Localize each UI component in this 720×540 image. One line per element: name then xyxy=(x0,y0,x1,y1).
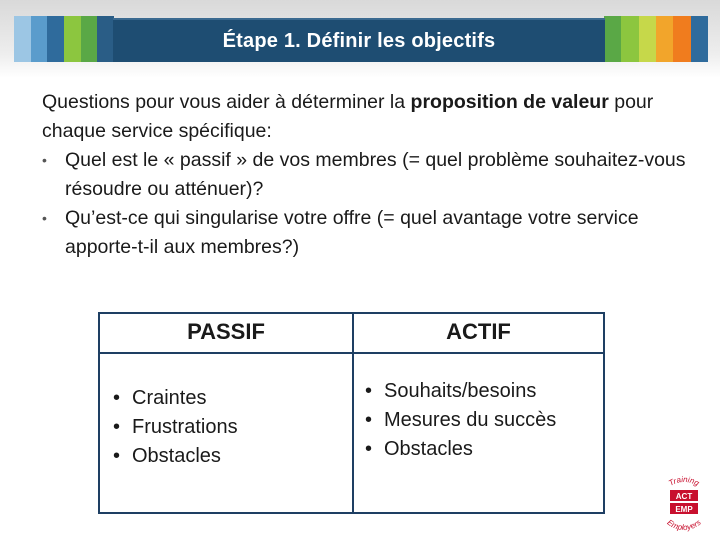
stripe xyxy=(604,16,621,62)
list-item xyxy=(359,406,556,435)
stripe xyxy=(639,16,656,62)
bullet-dot-icon: • xyxy=(365,438,373,460)
logo-emp-text: EMP xyxy=(675,505,693,514)
stripe xyxy=(47,16,64,62)
list-item xyxy=(359,377,556,406)
bullet-dot-icon: • xyxy=(365,409,373,431)
passif-list xyxy=(107,384,238,471)
logo-bottom-text: Employers xyxy=(665,517,703,533)
bullet-dot-icon: • xyxy=(42,210,47,226)
list-item xyxy=(107,442,238,471)
act-emp-logo xyxy=(652,472,716,536)
intro-bold: proposition de valeur xyxy=(410,91,609,113)
stripe xyxy=(81,16,98,62)
header-divider xyxy=(100,352,603,354)
actif-header: ACTIF xyxy=(446,319,511,344)
decorative-stripes-right xyxy=(604,16,708,62)
stripe xyxy=(691,16,708,62)
list-item-text: Mesures du succès xyxy=(384,409,557,431)
stripe xyxy=(64,16,81,62)
passif-header: PASSIF xyxy=(187,319,265,344)
bullet-text: Qu’est-ce qui singularise votre offre (= quel avantage votre service apporte-t-il aux membres?) xyxy=(65,207,639,258)
intro-part2: pour chaque service spécifique: xyxy=(42,91,654,142)
logo-act-text: ACT xyxy=(675,492,693,501)
bullet-dot-icon: • xyxy=(42,152,47,168)
list-item xyxy=(107,384,238,413)
list-item-text: Craintes xyxy=(132,387,207,409)
stripe xyxy=(97,16,114,62)
list-item-text: Frustrations xyxy=(132,416,238,438)
intro-part1: Questions pour vous aider à déterminer la xyxy=(42,91,411,113)
passif-actif-table xyxy=(98,312,605,514)
title-bar xyxy=(113,18,605,62)
list-item xyxy=(107,413,238,442)
intro-text xyxy=(42,88,692,262)
list-item xyxy=(359,435,556,464)
stripe xyxy=(621,16,638,62)
bullet-dot-icon: • xyxy=(113,445,121,467)
logo-top-text: Training xyxy=(667,474,701,488)
stripe xyxy=(656,16,673,62)
stripe xyxy=(673,16,690,62)
slide-title: Étape 1. Définir les objectifs xyxy=(222,29,496,52)
decorative-stripes-left xyxy=(14,16,114,62)
intro-paragraph xyxy=(42,88,692,146)
bullet-dot-icon: • xyxy=(365,380,373,402)
list-item-text: Obstacles xyxy=(132,445,221,467)
list-item-text: Souhaits/besoins xyxy=(384,380,537,402)
bullet-text: Quel est le « passif » de vos membres (= quel problème souhaitez-vous résoudre ou atténuer)? xyxy=(65,149,686,200)
stripe xyxy=(14,16,31,62)
stripe xyxy=(31,16,48,62)
actif-list xyxy=(359,377,556,464)
list-item-text: Obstacles xyxy=(384,438,473,460)
bullet-dot-icon: • xyxy=(113,387,121,409)
bullet-dot-icon: • xyxy=(113,416,121,438)
intro-bullet xyxy=(42,146,692,204)
intro-bullet xyxy=(42,204,692,262)
